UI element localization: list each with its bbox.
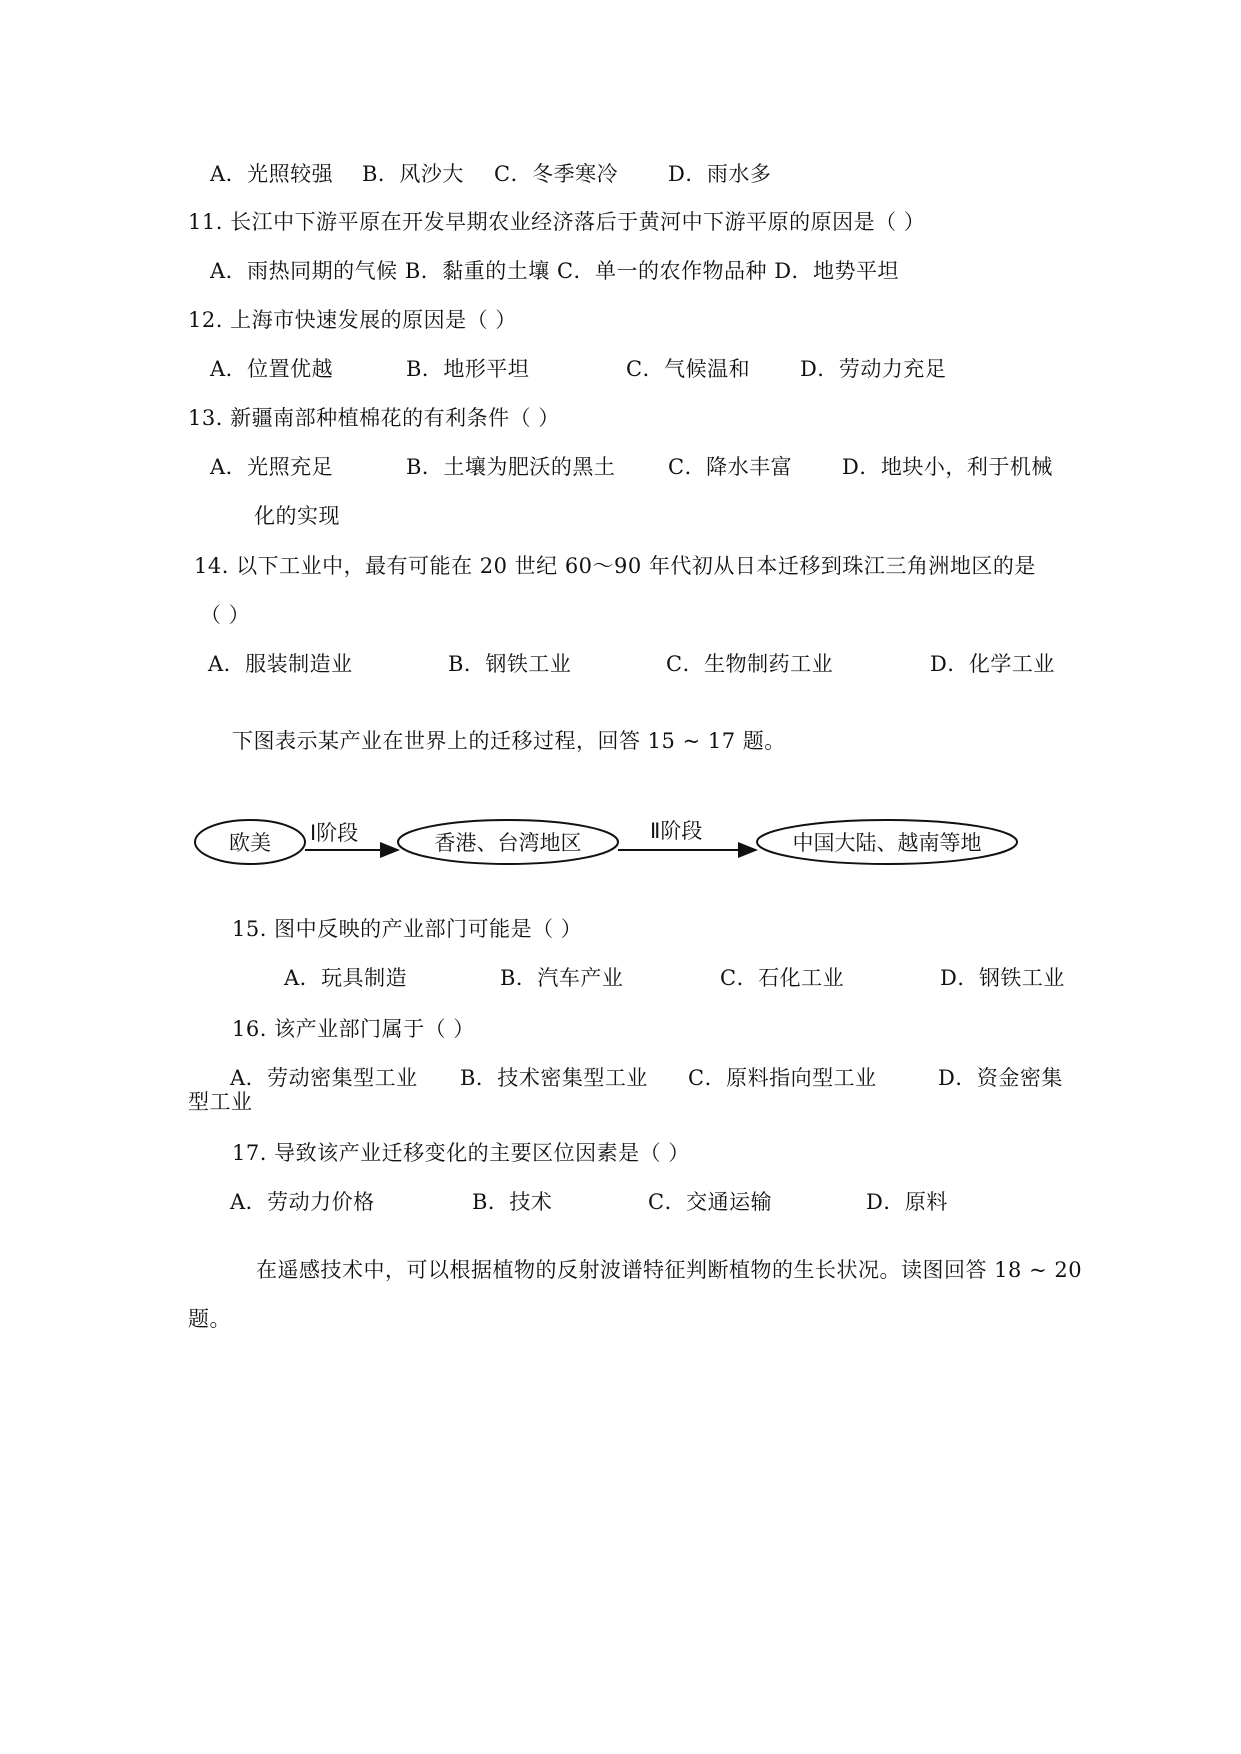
node-mainland-vietnam-label: 中国大陆、越南等地 <box>792 831 982 855</box>
q10-option-a: A．光照较强 <box>210 162 334 186</box>
q10-option-d: D．雨水多 <box>668 162 772 186</box>
node-hk-taiwan-label: 香港、台湾地区 <box>434 831 582 855</box>
intro-18-20-line2: 题。 <box>188 1307 231 1331</box>
q14-option-d: D．化学工业 <box>930 652 1055 676</box>
q13-option-c: C．降水丰富 <box>668 455 793 479</box>
q13-stem: 13. 新疆南部种植棉花的有利条件（ ） <box>188 406 560 430</box>
q14-option-a: A．服装制造业 <box>208 652 353 676</box>
q15-option-d: D．钢铁工业 <box>940 966 1065 990</box>
q13-option-d-continuation: 化的实现 <box>254 504 340 528</box>
q11-options: A．雨热同期的气候 B．黏重的土壤 C．单一的农作物品种 D．地势平坦 <box>210 259 900 283</box>
q14-stem: 14. 以下工业中，最有可能在 20 世纪 60～90 年代初从日本迁移到珠江三角洲地区的是 <box>194 554 1036 578</box>
q12-stem: 12. 上海市快速发展的原因是（ ） <box>188 308 517 332</box>
q16-option-d: D．资金密集 <box>938 1066 1063 1090</box>
q17-option-c: C．交通运输 <box>648 1190 773 1214</box>
q14-option-b: B．钢铁工业 <box>448 652 572 676</box>
q13-option-d: D．地块小，利于机械 <box>842 455 1053 479</box>
q12-option-b: B．地形平坦 <box>406 357 530 381</box>
q12-option-c: C．气候温和 <box>626 357 751 381</box>
q15-option-c: C．石化工业 <box>720 966 845 990</box>
q14-answer-paren: （ ） <box>200 603 251 627</box>
q16-option-c: C．原料指向型工业 <box>688 1066 877 1090</box>
q15-option-a: A．玩具制造 <box>284 966 408 990</box>
intro-18-20-line1: 在遥感技术中，可以根据植物的反射波谱特征判断植物的生长状况。读图回答 18 ~ 20 <box>256 1258 1083 1282</box>
q10-option-c: C．冬季寒冷 <box>494 162 619 186</box>
q16-option-b: B．技术密集型工业 <box>460 1066 648 1090</box>
stage-1-label: Ⅰ阶段 <box>310 821 359 845</box>
q17-option-b: B．技术 <box>472 1190 553 1214</box>
q10-option-b: B．风沙大 <box>362 162 464 186</box>
q11-stem: 11. 长江中下游平原在开发早期农业经济落后于黄河中下游平原的原因是（ ） <box>188 210 926 234</box>
q16-option-a: A．劳动密集型工业 <box>230 1066 418 1090</box>
q15-stem: 15. 图中反映的产业部门可能是（ ） <box>232 917 583 941</box>
q13-option-a: A．光照充足 <box>210 455 334 479</box>
intro-15-17: 下图表示某产业在世界上的迁移过程，回答 15 ~ 17 题。 <box>232 729 786 753</box>
q16-stem: 16. 该产业部门属于（ ） <box>232 1017 475 1041</box>
q17-option-a: A．劳动力价格 <box>230 1190 375 1214</box>
q12-option-a: A．位置优越 <box>210 357 334 381</box>
industry-migration-diagram <box>190 810 1030 880</box>
node-europe-america-label: 欧美 <box>229 831 271 855</box>
q17-option-d: D．原料 <box>866 1190 948 1214</box>
q14-option-c: C．生物制药工业 <box>666 652 834 676</box>
q16-option-d-continuation: 型工业 <box>188 1090 253 1114</box>
stage-2-label: Ⅱ阶段 <box>650 819 703 843</box>
q13-option-b: B．土壤为肥沃的黑土 <box>406 455 616 479</box>
q12-option-d: D．劳动力充足 <box>800 357 947 381</box>
q17-stem: 17. 导致该产业迁移变化的主要区位因素是（ ） <box>232 1141 690 1165</box>
q15-option-b: B．汽车产业 <box>500 966 624 990</box>
